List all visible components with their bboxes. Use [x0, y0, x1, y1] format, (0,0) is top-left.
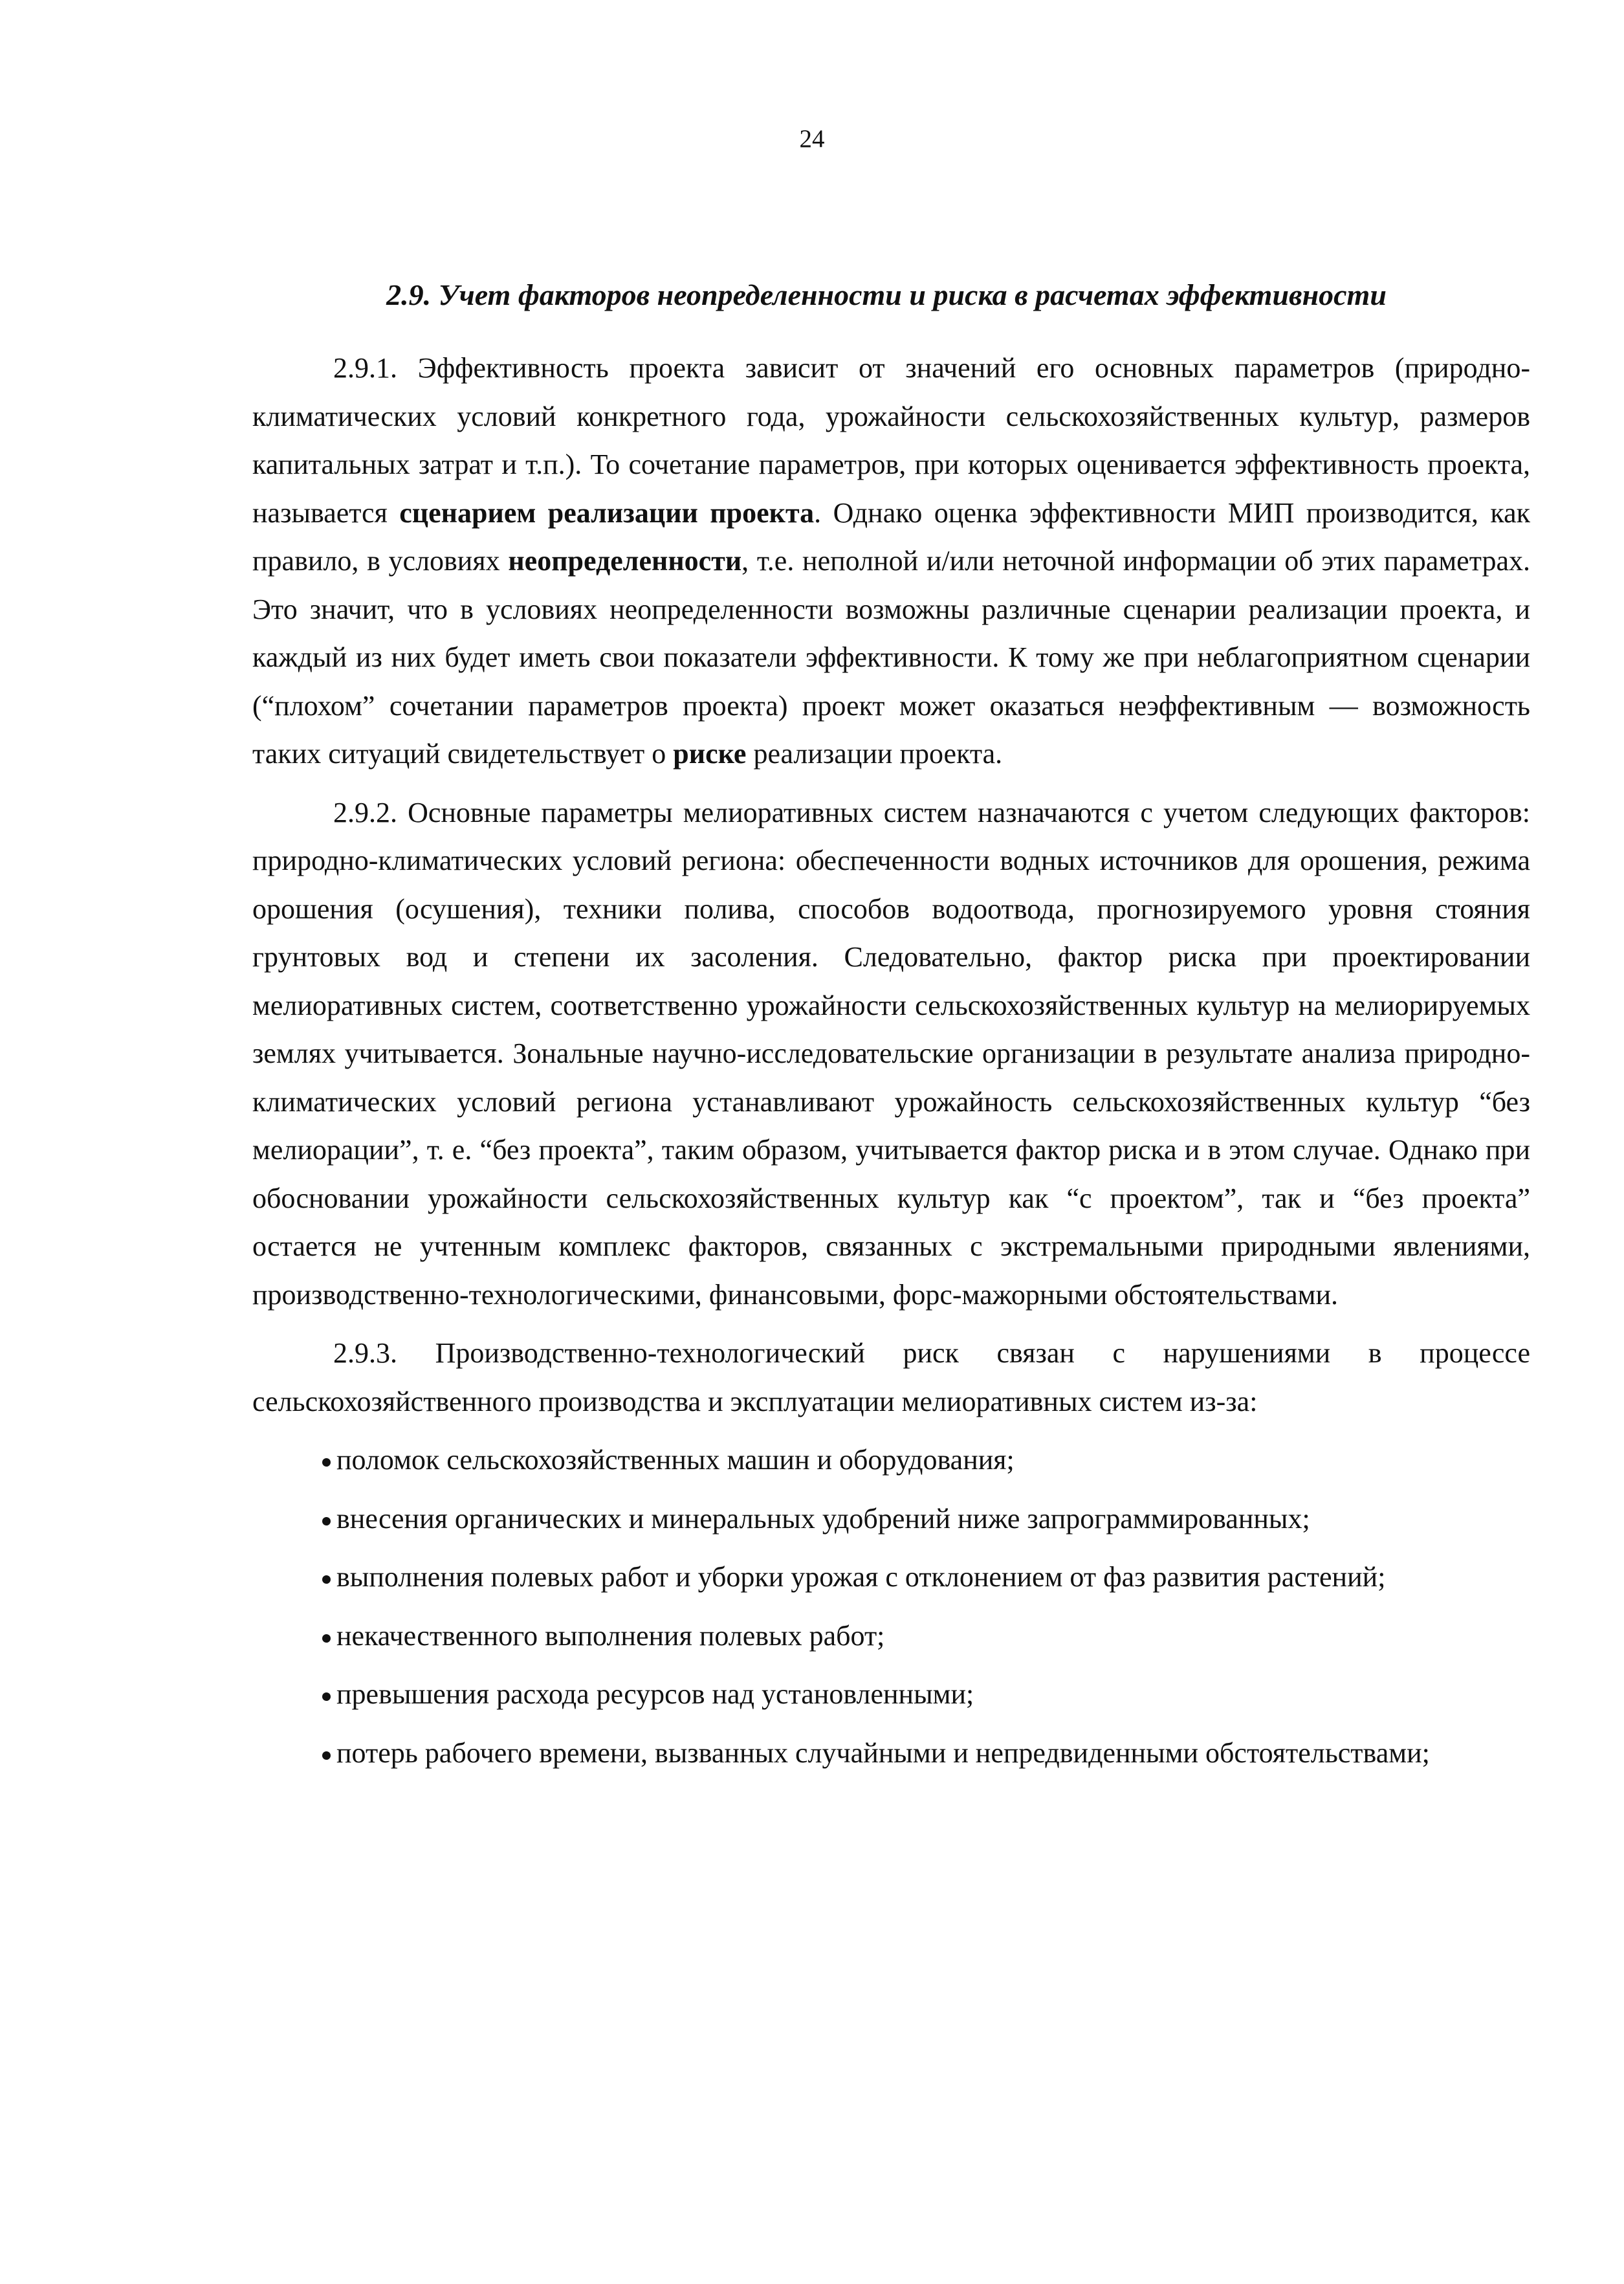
bullet-icon: [322, 1458, 331, 1467]
document-body: [252, 344, 1530, 1788]
bullet-icon: [322, 1751, 331, 1760]
list-item-text: поломок сельскохозяйственных машин и оборудования;: [336, 1444, 1015, 1476]
bullet-icon: [322, 1634, 331, 1643]
list-item: [291, 1729, 1530, 1778]
paragraph-text: Эффективность проекта зависит от значений его основных параметров (природно-климатических условий конкретного года, урожайности сельскохозяйственных культур, размеров капитальных затрат и т.п.). То сочетание параметров, при которых оценивается эффективность проекта, называется: [252, 352, 1530, 529]
paragraph-text: Основные параметры мелиоративных систем назначаются с учетом следующих факторов: природно-климатических условий региона: обеспеченности водных источников для орошения, режима орошения (осушения), техники полива, способов водоотвода, прогнозируемого уровня стояния грунтовых вод и степени их засоления. Следовательно, фактор риска при проектировании мелиоративных систем, соответственно урожайности сельскохозяйственных культур на мелиорируемых землях учитывается. Зональные научно-исследовательские организации в результате анализа природно-климатических условий региона устанавливают урожайность сельскохозяйственных культур “без мелиорации”, т. е. “без проекта”, таким образом, учитывается фактор риска и в этом случае. Однако при обосновании урожайности сельскохозяйственных культур как “с проектом”, так и “без проекта” остается не учтенным комплекс факторов, связанных с экстремальными природными явлениями, производственно-технологическими, финансовыми, форс-мажорными обстоятельствами.: [252, 796, 1530, 1311]
paragraph-text: реализации проекта.: [746, 738, 1003, 770]
paragraph-number: 2.9.3.: [333, 1337, 397, 1369]
risk-causes-list: [252, 1436, 1530, 1777]
paragraph-number: 2.9.2.: [333, 796, 397, 828]
bullet-icon: [322, 1692, 331, 1701]
list-item-text: превышения расхода ресурсов над установленными;: [336, 1678, 974, 1710]
bullet-icon: [322, 1575, 331, 1584]
list-item: [291, 1553, 1530, 1602]
list-item: [291, 1612, 1530, 1661]
paragraph-2-9-3: [252, 1329, 1530, 1426]
bold-term-scenario: сценарием реализации проекта: [399, 496, 815, 529]
list-item: [291, 1495, 1530, 1544]
list-item: [291, 1436, 1530, 1485]
list-item-text: потерь рабочего времени, вызванных случайными и непредвиденными обстоятельствами;: [336, 1736, 1430, 1769]
list-item-text: выполнения полевых работ и уборки урожая с отклонением от фаз развития растений;: [336, 1561, 1386, 1593]
list-item-text: некачественного выполнения полевых работ;: [336, 1619, 885, 1652]
paragraph-2-9-1: [252, 344, 1530, 779]
paragraph-2-9-2: [252, 789, 1530, 1320]
paragraph-text: . Однако оценка эффективности МИП производится, как правило, в условиях: [252, 496, 1530, 577]
list-item-text: внесения органических и минеральных удобрений ниже запрограммированных;: [336, 1502, 1310, 1535]
bold-term-uncertainty: неопределенности: [508, 545, 742, 577]
bold-term-risk: риске: [673, 738, 747, 770]
paragraph-text: , т.е. неполной и/или неточной информации об этих параметрах. Это значит, что в условиях неопределенности возможны различные сценарии реализации проекта, и каждый из них будет иметь свои показатели эффективности. К тому же при неблагоприятном сценарии (“плохом” сочетании параметров проекта) проект может оказаться неэффективным — возможность таких ситуаций свидетельствует о: [252, 545, 1530, 770]
paragraph-text: Производственно-технологический риск связан с нарушениями в процессе сельскохозяйственного производства и эксплуатации мелиоративных систем из-за:: [252, 1337, 1530, 1417]
section-title: 2.9. Учет факторов неопределенности и риска в расчетах эффективности: [386, 278, 1387, 311]
page-number: 24: [799, 125, 825, 153]
bullet-icon: [322, 1517, 331, 1525]
paragraph-number: 2.9.1.: [333, 352, 397, 384]
list-item: [291, 1670, 1530, 1719]
